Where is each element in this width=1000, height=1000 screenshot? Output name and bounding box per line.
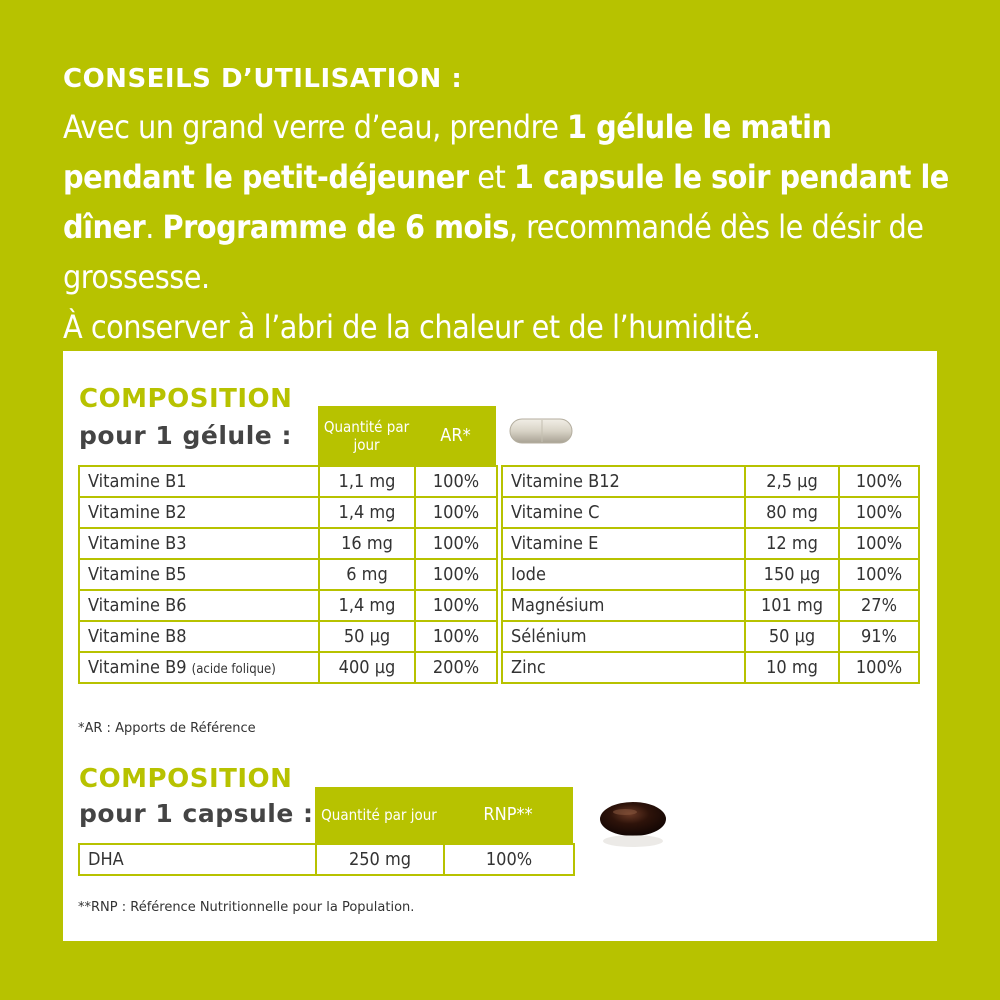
nutrient-quantity: 16 mg [319,528,415,559]
nutrient-quantity: 10 mg [745,652,839,683]
nutrient-quantity: 250 mg [316,844,444,875]
nutrient-quantity: 400 µg [319,652,415,683]
nutrient-quantity: 80 mg [745,497,839,528]
table-row [502,652,919,683]
nutrient-name-text: Vitamine B8 [88,626,187,647]
table-row [502,497,919,528]
nutrient-name-text: Zinc [511,657,546,678]
nutrient-name [502,497,745,528]
nutrient-name [502,466,745,497]
capsule-composition-subtitle: pour 1 capsule : [79,799,314,828]
nutrient-percentage: 100% [839,652,919,683]
capsule-composition-title: COMPOSITION [79,764,293,794]
nutrient-percentage: 27% [839,590,919,621]
nutrient-percentage: 91% [839,621,919,652]
nutrient-name [79,621,319,652]
capsule-table [78,843,575,876]
table-row [79,466,497,497]
nutrient-name-text: Vitamine B6 [88,595,187,616]
nutrient-name [502,559,745,590]
capsule-col-quantity-header: Quantité par jour [315,787,443,843]
gelule-pill-icon [508,415,576,447]
nutrient-percentage: 100% [839,528,919,559]
usage-bold-2: 1 capsule le soir pendant le dîner [63,158,949,246]
gelule-composition-subtitle: pour 1 gélule : [79,421,292,450]
table-row [502,621,919,652]
nutrient-quantity: 6 mg [319,559,415,590]
nutrient-name [502,652,745,683]
nutrient-percentage: 100% [415,621,497,652]
nutrient-name [79,528,319,559]
nutrient-percentage: 200% [415,652,497,683]
nutrient-quantity: 1,4 mg [319,497,415,528]
nutrient-name [79,590,319,621]
gelule-table-right [501,465,920,684]
gelule-col-ar-header: AR* [415,406,496,465]
nutrient-note: (acide folique) [191,662,276,677]
nutrient-percentage: 100% [415,528,497,559]
nutrient-name [79,652,319,683]
nutrient-percentage: 100% [839,497,919,528]
gelule-footnote: *AR : Apports de Référence [78,721,256,736]
composition-panel [63,351,937,941]
table-row [79,497,497,528]
nutrient-quantity: 150 µg [745,559,839,590]
nutrient-percentage: 100% [415,559,497,590]
gelule-col-quantity-header: Quantité par jour [318,406,415,465]
nutrient-quantity: 50 µg [745,621,839,652]
nutrient-name [79,559,319,590]
usage-title: CONSEILS D’UTILISATION : [63,64,463,94]
nutrient-name [79,466,319,497]
table-row [502,528,919,559]
usage-bold-3: Programme de 6 mois [162,208,509,246]
gelule-table-left [78,465,498,684]
capsule-col-rnp-header: RNP** [443,787,573,843]
nutrient-name-text: Magnésium [511,595,605,616]
nutrient-name-text: Vitamine B3 [88,533,187,554]
nutrient-quantity: 1,4 mg [319,590,415,621]
nutrient-name-text: Vitamine B1 [88,471,187,492]
table-row [79,559,497,590]
usage-section [63,64,953,352]
gelule-composition-title: COMPOSITION [79,384,293,414]
usage-text-4: , recommandé dès le désir de grossesse. [63,208,924,296]
usage-bold-1: 1 gélule le matin pendant le petit-déjeuner [63,108,832,196]
usage-text-3: . [145,208,163,246]
nutrient-name-text: Iode [511,564,546,585]
nutrient-percentage: 100% [415,590,497,621]
nutrient-quantity: 12 mg [745,528,839,559]
nutrient-percentage: 100% [839,466,919,497]
nutrient-percentage: 100% [415,466,497,497]
nutrient-name [79,497,319,528]
nutrient-quantity: 50 µg [319,621,415,652]
nutrient-quantity: 101 mg [745,590,839,621]
softgel-capsule-icon [595,797,671,857]
table-row [502,590,919,621]
table-row [79,621,497,652]
table-row [502,559,919,590]
usage-instructions [63,102,953,302]
nutrient-name-text: Vitamine C [511,502,600,523]
table-row [79,844,574,875]
table-row [79,652,497,683]
table-row [502,466,919,497]
nutrient-name [502,621,745,652]
nutrient-name-text: Vitamine B12 [511,471,620,492]
nutrient-name-text: Sélénium [511,626,587,647]
nutrient-percentage: 100% [839,559,919,590]
nutrient-name [502,590,745,621]
nutrient-name-text: Vitamine B9 [88,657,187,678]
nutrient-percentage: 100% [415,497,497,528]
nutrient-name: DHA [79,844,316,875]
nutrient-rnp: 100% [444,844,574,875]
table-row [79,528,497,559]
nutrient-quantity: 2,5 µg [745,466,839,497]
nutrient-name-text: Vitamine B5 [88,564,187,585]
nutrient-name [502,528,745,559]
usage-text-1: Avec un grand verre d’eau, prendre [63,108,568,146]
nutrient-name-text: Vitamine E [511,533,599,554]
usage-text-2: et [468,158,514,196]
nutrient-name-text: Vitamine B2 [88,502,187,523]
nutrient-quantity: 1,1 mg [319,466,415,497]
table-row [79,590,497,621]
storage-advice: À conserver à l’abri de la chaleur et de l’humidité. [63,308,761,346]
capsule-footnote: **RNP : Référence Nutritionnelle pour la Population. [78,900,415,915]
